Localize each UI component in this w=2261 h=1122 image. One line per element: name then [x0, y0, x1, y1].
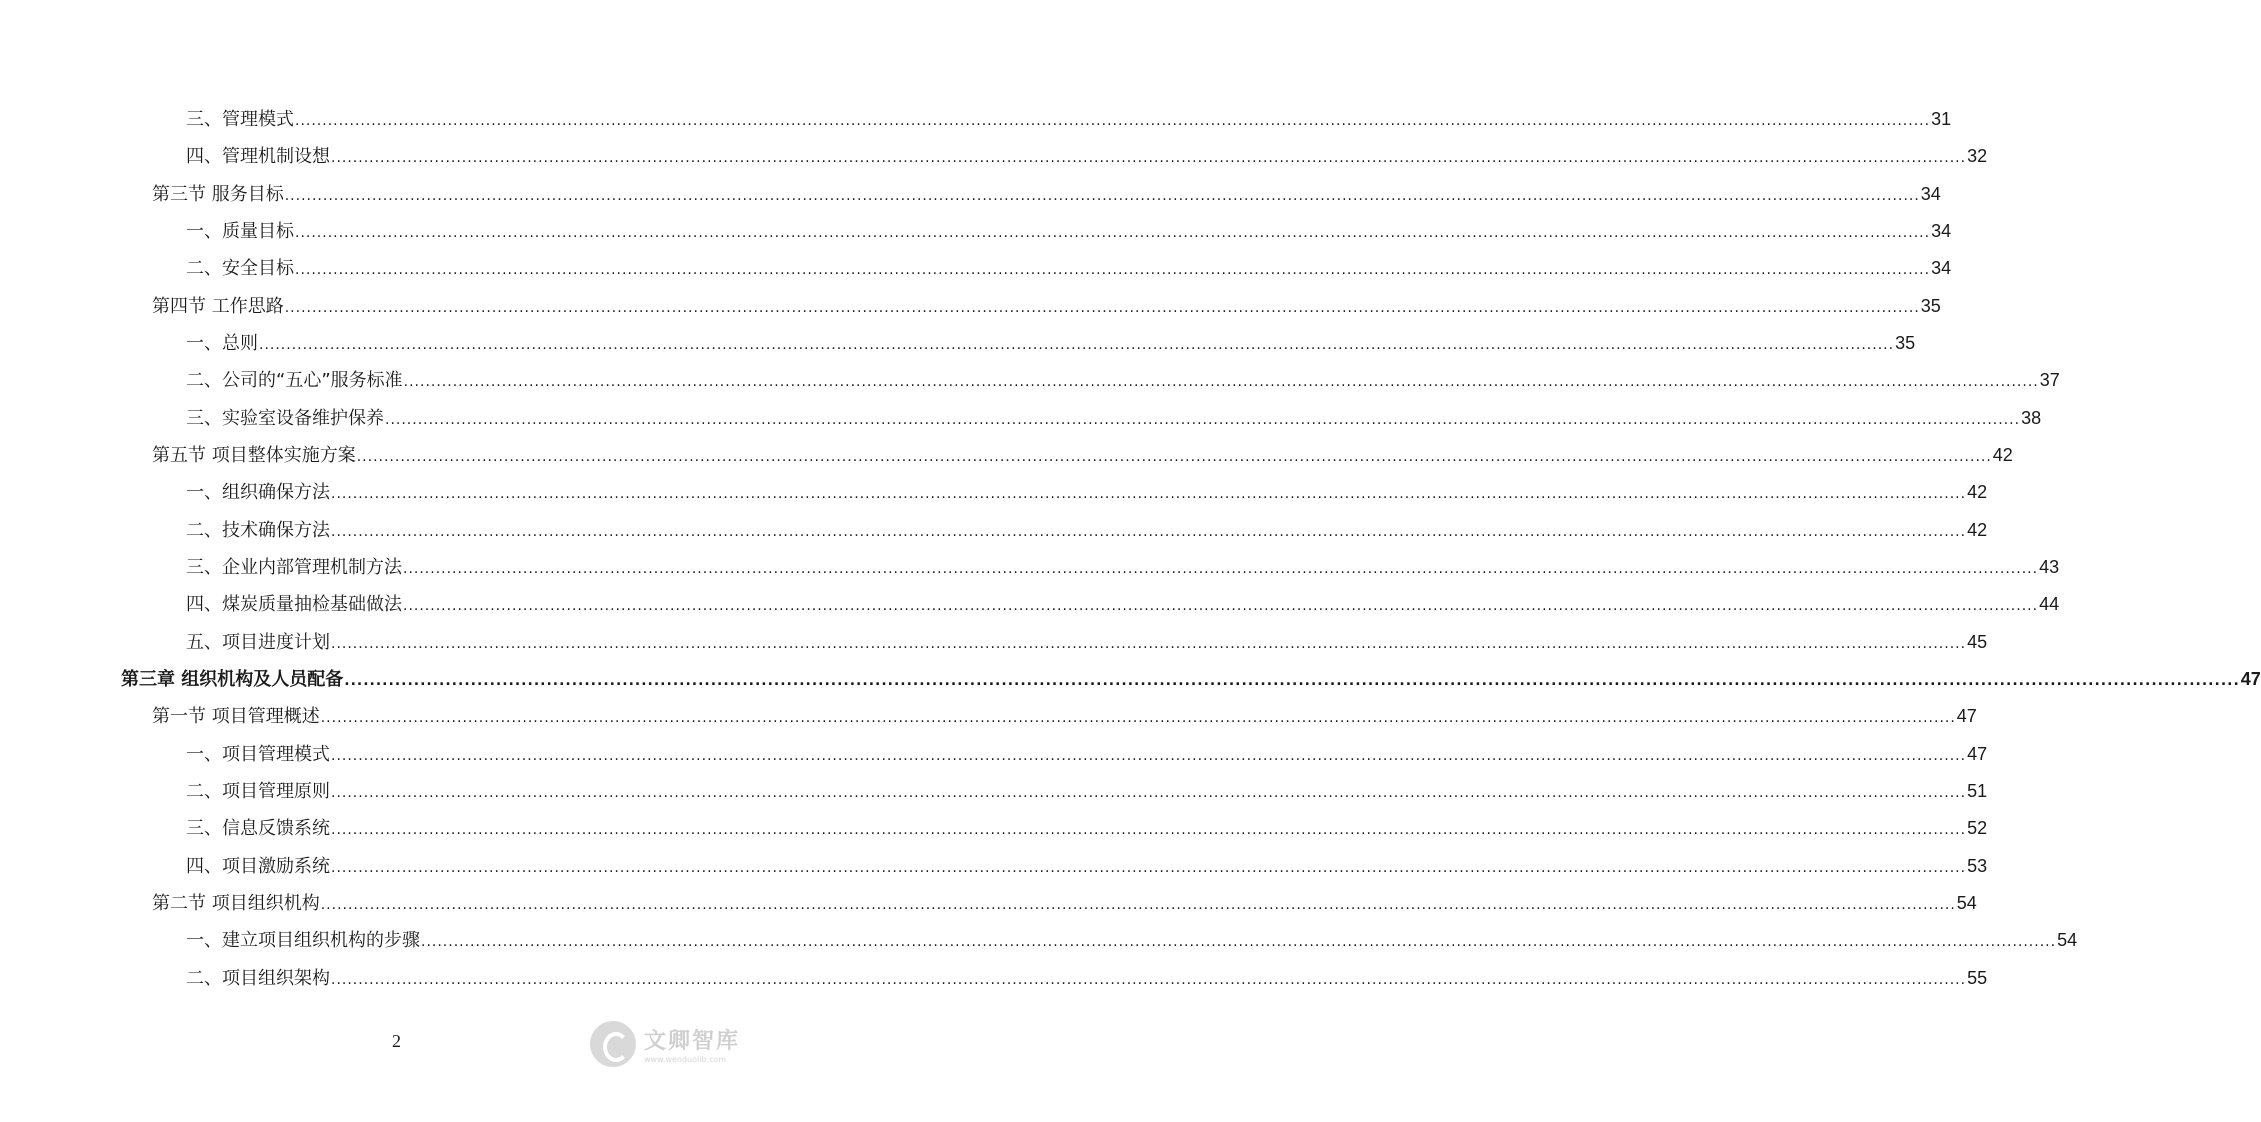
- toc-entry-label: 四、项目激励系统: [186, 855, 330, 877]
- toc-leader-dots: ............................................................................................................................................................................................................................................................................................................: [331, 523, 1967, 540]
- toc-leader-dots: ............................................................................................................................................................................................................................................................................................................: [356, 448, 1992, 465]
- toc-entry-label: 四、煤炭质量抽检基础做法: [186, 594, 402, 616]
- toc-entry[interactable]: [0, 474, 1988, 511]
- toc-entry-page: 53: [1967, 855, 1988, 876]
- toc-entry[interactable]: [0, 512, 1988, 549]
- toc-entry-label: 第四节 工作思路: [152, 295, 284, 317]
- watermark: [590, 1018, 750, 1070]
- toc-leader-dots: ............................................................................................................................................................................................................................................................................................................: [320, 896, 1956, 913]
- toc-entry-page: 35: [1920, 295, 1941, 316]
- toc-leader-dots: ............................................................................................................................................................................................................................................................................................................: [295, 224, 1931, 241]
- toc-entry-label: 第三章 组织机构及人员配备: [121, 668, 344, 690]
- toc-entry-page: 51: [1967, 780, 1988, 801]
- toc-entry-page: 47: [2240, 668, 2261, 689]
- toc-entry[interactable]: [0, 325, 1916, 362]
- toc-entry-label: 二、技术确保方法: [186, 519, 330, 541]
- toc-leader-dots: ............................................................................................................................................................................................................................................................................................................: [421, 934, 2057, 951]
- toc-leader-dots: ............................................................................................................................................................................................................................................................................................................: [295, 113, 1931, 129]
- toc-entry-page: 54: [2057, 930, 2078, 951]
- toc-leader-dots: ............................................................................................................................................................................................................................................................................................................: [331, 822, 1967, 839]
- table-of-contents: [0, 101, 2261, 997]
- toc-entry-page: 44: [2039, 594, 2060, 615]
- toc-leader-dots: ............................................................................................................................................................................................................................................................................................................: [403, 374, 2039, 391]
- toc-leader-dots: ............................................................................................................................................................................................................................................................................................................: [344, 672, 2240, 689]
- toc-entry-label: 二、项目管理原则: [186, 780, 330, 802]
- toc-entry-page: 47: [1956, 706, 1977, 727]
- page-number: 2: [392, 1031, 401, 1051]
- toc-leader-dots: ............................................................................................................................................................................................................................................................................................................: [403, 598, 2039, 615]
- toc-leader-dots: ............................................................................................................................................................................................................................................................................................................: [331, 635, 1967, 652]
- toc-leader-dots: ............................................................................................................................................................................................................................................................................................................: [331, 971, 1967, 988]
- toc-entry[interactable]: [0, 549, 2060, 586]
- watermark-title: 文卿智库: [644, 1029, 741, 1054]
- toc-entry-label: 一、总则: [186, 332, 258, 354]
- toc-leader-dots: ............................................................................................................................................................................................................................................................................................................: [320, 710, 1956, 727]
- toc-entry[interactable]: [0, 362, 2060, 399]
- toc-entry[interactable]: [0, 661, 2261, 698]
- toc-entry[interactable]: [0, 736, 1988, 773]
- toc-leader-dots: ............................................................................................................................................................................................................................................................................................................: [284, 299, 1920, 316]
- toc-entry-label: 一、项目管理模式: [186, 743, 330, 765]
- toc-entry-page: 47: [1967, 743, 1988, 764]
- toc-leader-dots: ............................................................................................................................................................................................................................................................................................................: [403, 560, 2039, 577]
- toc-leader-dots: ............................................................................................................................................................................................................................................................................................................: [331, 784, 1967, 801]
- toc-leader-dots: ............................................................................................................................................................................................................................................................................................................: [259, 336, 1895, 353]
- toc-entry-page: 42: [1967, 519, 1988, 540]
- toc-entry[interactable]: [0, 698, 1977, 735]
- toc-entry[interactable]: [0, 213, 1952, 250]
- toc-leader-dots: ............................................................................................................................................................................................................................................................................................................: [385, 411, 2021, 428]
- toc-entry[interactable]: [0, 624, 1988, 661]
- toc-entry-label: 二、项目组织架构: [186, 967, 330, 989]
- toc-entry-page: 31: [1931, 109, 1952, 129]
- toc-entry[interactable]: [0, 437, 2013, 474]
- toc-entry-page: 35: [1895, 332, 1916, 353]
- toc-entry-label: 一、建立项目组织机构的步骤: [186, 930, 420, 952]
- toc-leader-dots: ............................................................................................................................................................................................................................................................................................................: [331, 859, 1967, 876]
- toc-entry[interactable]: [0, 101, 1952, 138]
- toc-entry-page: 34: [1920, 183, 1941, 204]
- toc-entry-page: 32: [1967, 146, 1988, 167]
- toc-entry-label: 第二节 项目组织机构: [152, 892, 320, 914]
- toc-entry[interactable]: [0, 922, 2078, 959]
- toc-entry-label: 一、质量目标: [186, 220, 294, 242]
- toc-entry-label: 二、公司的“五心”服务标准: [186, 370, 403, 392]
- toc-entry[interactable]: [0, 138, 1988, 175]
- logo-circle-icon: [590, 1021, 636, 1067]
- toc-entry-page: 34: [1931, 220, 1952, 241]
- toc-entry[interactable]: [0, 176, 1941, 213]
- toc-entry-label: 三、实验室设备维护保养: [186, 407, 384, 429]
- toc-leader-dots: ............................................................................................................................................................................................................................................................................................................: [284, 187, 1920, 204]
- watermark-url: www.wenduolib.com: [644, 1055, 727, 1064]
- toc-entry-page: 55: [1967, 967, 1988, 988]
- toc-entry-page: 45: [1967, 631, 1988, 652]
- toc-entry-label: 四、管理机制设想: [186, 146, 330, 168]
- toc-entry-label: 第五节 项目整体实施方案: [152, 444, 356, 466]
- toc-entry-label: 三、企业内部管理机制方法: [186, 556, 402, 578]
- toc-entry[interactable]: [0, 288, 1941, 325]
- toc-entry[interactable]: [0, 848, 1988, 885]
- toc-entry-page: 42: [1992, 444, 2013, 465]
- toc-entry[interactable]: [0, 960, 1988, 997]
- toc-leader-dots: ............................................................................................................................................................................................................................................................................................................: [331, 486, 1967, 503]
- toc-entry[interactable]: [0, 400, 2042, 437]
- toc-entry[interactable]: [0, 773, 1988, 810]
- toc-entry-label: 三、管理模式: [186, 109, 294, 130]
- toc-entry-page: 52: [1967, 818, 1988, 839]
- toc-entry[interactable]: [0, 810, 1988, 847]
- toc-entry-page: 54: [1956, 892, 1977, 913]
- toc-leader-dots: ............................................................................................................................................................................................................................................................................................................: [295, 262, 1931, 279]
- toc-entry-label: 第一节 项目管理概述: [152, 706, 320, 728]
- toc-leader-dots: ............................................................................................................................................................................................................................................................................................................: [331, 747, 1967, 764]
- toc-entry-label: 第三节 服务目标: [152, 183, 284, 205]
- toc-entry[interactable]: [0, 885, 1977, 922]
- toc-entry-label: 一、组织确保方法: [186, 482, 330, 504]
- toc-entry-label: 三、信息反馈系统: [186, 818, 330, 840]
- toc-entry-label: 二、安全目标: [186, 258, 294, 280]
- toc-leader-dots: ............................................................................................................................................................................................................................................................................................................: [331, 150, 1967, 167]
- toc-entry-page: 42: [1967, 482, 1988, 503]
- toc-entry-page: 38: [2021, 407, 2042, 428]
- watermark-text: [644, 1024, 740, 1064]
- toc-entry[interactable]: [0, 250, 1952, 287]
- toc-entry-page: 43: [2039, 556, 2060, 577]
- toc-entry-page: 34: [1931, 258, 1952, 279]
- toc-entry-page: 37: [2039, 370, 2060, 391]
- toc-entry-label: 五、项目进度计划: [186, 631, 330, 653]
- toc-entry[interactable]: [0, 586, 2060, 623]
